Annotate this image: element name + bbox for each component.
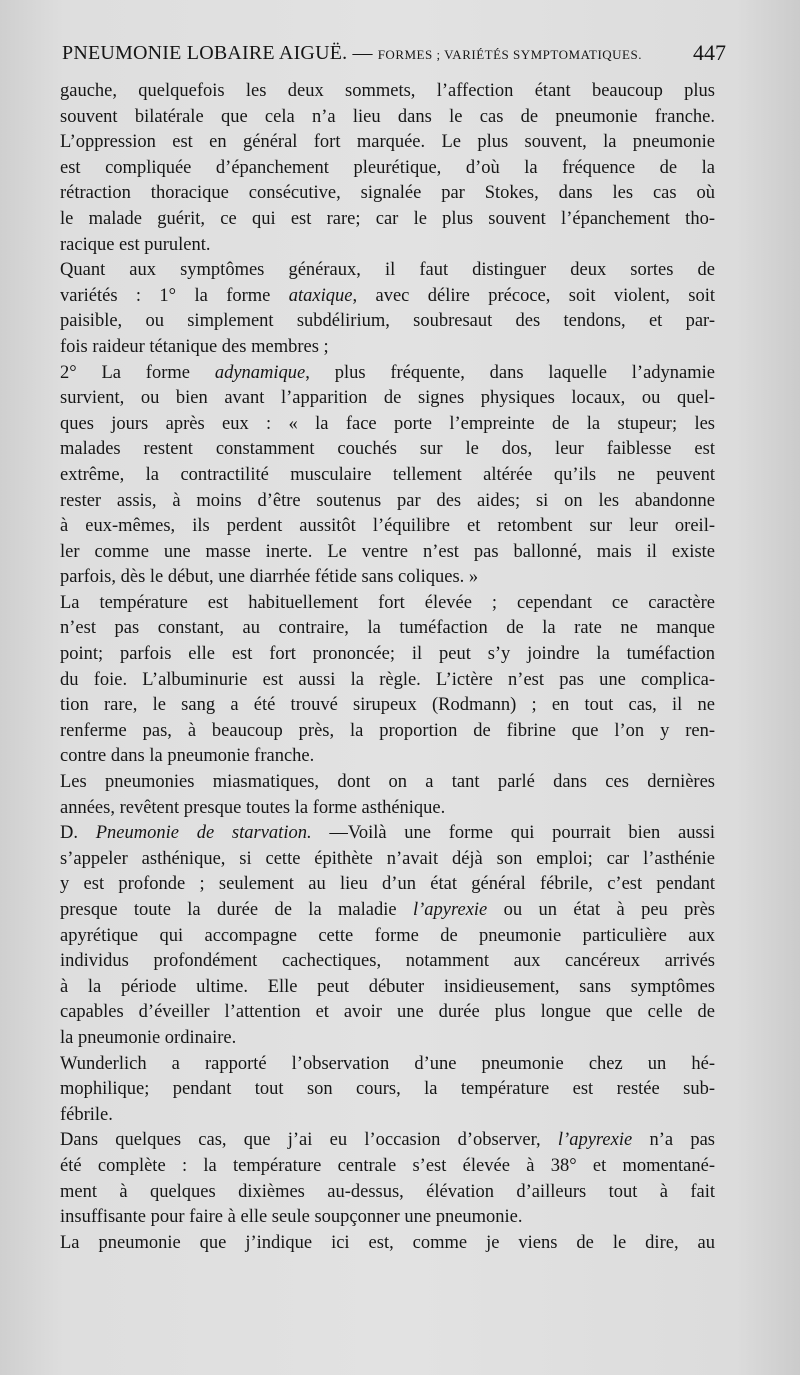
text-line: renferme pas, à beaucoup près, la proportion de fibrine que l’on y ren-	[60, 720, 715, 741]
text-line: tion rare, le sang a été trouvé sirupeux (Rodmann) ; en tout cas, il ne	[60, 695, 715, 716]
text-line: ques jours après eux : « la face porte l’empreinte de la stupeur; les	[60, 413, 715, 434]
emphasized-term: adynamique	[214, 362, 306, 383]
text-line: rester assis, à moins d’être soutenus par des aides; si on les abandonne	[60, 490, 715, 511]
text-line: Les pneumonies miasmatiques, dont on a tant parlé dans ces dernières	[60, 772, 715, 793]
text-line: souvent bilatérale que cela n’a lieu dans le cas de pneumonie franche.	[60, 106, 715, 127]
text-line: Dans quelques cas, que j’ai eu l’occasion d’observer, l’apyrexie n’a pas	[60, 1130, 715, 1151]
running-head	[62, 42, 642, 65]
text-line: n’est pas constant, au contraire, la tuméfaction de la rate ne manque	[60, 618, 715, 639]
text-line: malades restent constamment couchés sur le dos, leur faiblesse est	[60, 439, 715, 460]
text-line: La pneumonie que j’indique ici est, comme je viens de le dire, au	[60, 1232, 715, 1253]
text-line: extrême, la contractilité musculaire tellement altérée qu’ils ne peuvent	[60, 464, 715, 485]
text-line: été complète : la température centrale s’est élevée à 38° et momentané-	[60, 1155, 715, 1176]
text-line: y est profonde ; seulement au lieu d’un état général fébrile, c’est pendant	[60, 874, 715, 895]
text-line: point; parfois elle est fort prononcée; il peut s’y joindre la tuméfaction	[60, 644, 715, 665]
text-line: L’oppression est en général fort marquée. Le plus souvent, la pneumonie	[60, 132, 715, 153]
text-line: D. Pneumonie de starvation. —Voilà une forme qui pourrait bien aussi	[60, 823, 715, 844]
text-line: paisible, ou simplement subdélirium, soubresaut des tendons, et par-	[60, 311, 715, 332]
text-line: Quant aux symptômes généraux, il faut distinguer deux sortes de	[60, 260, 715, 281]
text-line: apyrétique qui accompagne cette forme de pneumonie particulière aux	[60, 925, 715, 946]
text-line: Wunderlich a rapporté l’observation d’une pneumonie chez un hé-	[60, 1053, 715, 1074]
text-line: survient, ou bien avant l’apparition de signes physiques locaux, ou quel-	[60, 388, 715, 409]
text-line: le malade guérit, ce qui est rare; car le plus souvent l’épanchement tho-	[60, 208, 715, 229]
text-line: contre dans la pneumonie franche.	[60, 746, 315, 767]
text-line: à la période ultime. Elle peut débuter insidieusement, sans symptômes	[60, 976, 715, 997]
running-head-subtitle: FORMES ; VARIÉTÉS SYMPTOMATIQUES.	[377, 47, 642, 62]
text-line: ment à quelques dixièmes au-dessus, élévation d’ailleurs tout à fait	[60, 1181, 715, 1202]
text-line: rétraction thoracique consécutive, signalée par Stokes, dans les cas où	[60, 183, 715, 204]
body-text	[60, 79, 715, 1256]
page-number: 447	[693, 40, 726, 65]
running-head-title: PNEUMONIE LOBAIRE AIGUË. —	[62, 42, 373, 64]
text-line: du foie. L’albuminurie est aussi la règle. L’ictère n’est pas une complica-	[60, 669, 715, 690]
text-line: mophilique; pendant tout son cours, la température est restée sub-	[60, 1079, 715, 1100]
text-line: variétés : 1° la forme ataxique, avec délire précoce, soit violent, soit	[60, 285, 715, 306]
text-line: est compliquée d’épanchement pleurétique, d’où la fréquence de la	[60, 157, 715, 178]
text-line: insuffisante pour faire à elle seule soupçonner une pneumonie.	[60, 1207, 523, 1228]
emphasized-term: l’apyrexie	[412, 900, 488, 920]
text-line: fébrile.	[60, 1104, 113, 1125]
text-line: ler comme une masse inerte. Le ventre n’est pas ballonné, mais il existe	[60, 541, 715, 562]
emphasized-term: Pneumonie de starvation.	[95, 823, 312, 844]
text-line: s’appeler asthénique, si cette épithète n’avait déjà son emploi; car l’asthénie	[60, 848, 715, 869]
page-header	[62, 42, 734, 72]
text-line: racique est purulent.	[60, 234, 211, 255]
text-line: à eux-mêmes, ils perdent aussitôt l’équilibre et retombent sur leur oreil-	[60, 516, 715, 537]
text-line: La température est habituellement fort élevée ; cependant ce caractère	[60, 592, 715, 613]
text-line: fois raideur tétanique des membres ;	[60, 336, 329, 357]
text-line: individus profondément cachectiques, notamment aux cancéreux arrivés	[60, 951, 715, 972]
emphasized-term: ataxique	[288, 285, 353, 306]
text-line: parfois, dès le début, une diarrhée fétide sans coliques. »	[60, 567, 479, 588]
emphasized-term: l’apyrexie	[557, 1130, 633, 1151]
text-line: années, revêtent presque toutes la forme asthénique.	[60, 797, 446, 818]
text-line: 2° La forme adynamique, plus fréquente, dans laquelle l’adynamie	[60, 362, 715, 383]
text-line: gauche, quelquefois les deux sommets, l’affection étant beaucoup plus	[60, 81, 715, 101]
text-line: presque toute la durée de la maladie l’apyrexie ou un état à peu près	[60, 900, 715, 920]
text-line: la pneumonie ordinaire.	[60, 1027, 237, 1048]
text-line: capables d’éveiller l’attention et avoir une durée plus longue que celle de	[60, 1002, 715, 1023]
